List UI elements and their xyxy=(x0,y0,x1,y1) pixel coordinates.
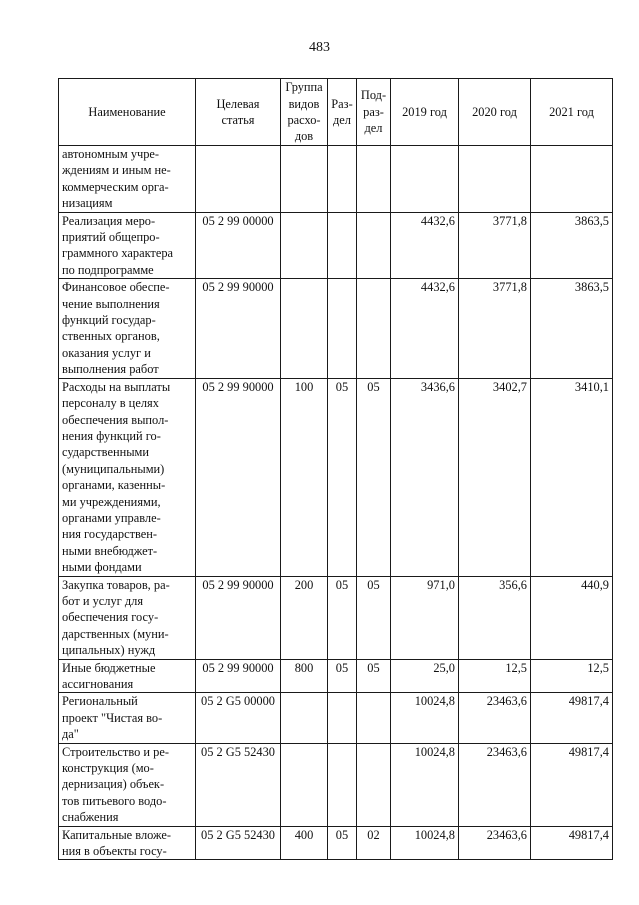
cell-target-article: 05 2 99 90000 xyxy=(196,576,281,659)
cell-target-article: 05 2 G5 52430 xyxy=(196,826,281,860)
cell-section: 05 xyxy=(328,659,357,693)
cell-year-2021: 49817,4 xyxy=(531,826,613,860)
header-section: Раз- дел xyxy=(328,79,357,146)
table-row xyxy=(59,693,613,743)
cell-expense-group: 400 xyxy=(281,826,328,860)
cell-name: Иные бюджетные ассигнования xyxy=(59,659,196,693)
cell-target-article: 05 2 G5 00000 xyxy=(196,693,281,743)
cell-target-article: 05 2 99 00000 xyxy=(196,212,281,279)
header-target-article: Целевая статья xyxy=(196,79,281,146)
cell-year-2019: 971,0 xyxy=(391,576,459,659)
header-year-2021: 2021 год xyxy=(531,79,613,146)
cell-subsection xyxy=(357,212,391,279)
cell-name: Расходы на выплаты персоналу в целях обеспечения выпол- нения функций го- сударственными (муниципальными) органами, казенны- ми учреждениями, органами управле- ния государствен- ными внебюджет- ными фондами xyxy=(59,378,196,576)
cell-year-2021: 49817,4 xyxy=(531,693,613,743)
cell-name: Региональный проект "Чистая во- да" xyxy=(59,693,196,743)
cell-year-2019: 10024,8 xyxy=(391,693,459,743)
cell-year-2019: 4432,6 xyxy=(391,279,459,378)
cell-name: Закупка товаров, ра- бот и услуг для обеспечения госу- дарственных (муни- ципальных) нужд xyxy=(59,576,196,659)
cell-year-2021: 3863,5 xyxy=(531,212,613,279)
cell-name: автономным учре- ждениям и иным не- коммерческим орга- низациям xyxy=(59,146,196,213)
cell-expense-group xyxy=(281,146,328,213)
header-expense-group: Группа видов расхо- дов xyxy=(281,79,328,146)
cell-year-2019: 3436,6 xyxy=(391,378,459,576)
cell-year-2020 xyxy=(459,146,531,213)
cell-expense-group xyxy=(281,693,328,743)
header-name: Наименование xyxy=(59,79,196,146)
cell-expense-group: 100 xyxy=(281,378,328,576)
cell-subsection xyxy=(357,146,391,213)
cell-target-article: 05 2 G5 52430 xyxy=(196,743,281,826)
table-header-row xyxy=(59,79,613,146)
cell-year-2021: 49817,4 xyxy=(531,743,613,826)
cell-expense-group: 200 xyxy=(281,576,328,659)
table-row xyxy=(59,659,613,693)
cell-subsection xyxy=(357,693,391,743)
cell-subsection: 05 xyxy=(357,576,391,659)
table-row xyxy=(59,146,613,213)
cell-year-2020: 3771,8 xyxy=(459,279,531,378)
header-subsection: Под- раз- дел xyxy=(357,79,391,146)
cell-year-2020: 356,6 xyxy=(459,576,531,659)
cell-year-2019 xyxy=(391,146,459,213)
header-year-2019: 2019 год xyxy=(391,79,459,146)
cell-section: 05 xyxy=(328,826,357,860)
page-number: 483 xyxy=(309,40,330,55)
cell-name: Строительство и ре- конструкция (мо- дернизация) объек- тов питьевого водо- снабжения xyxy=(59,743,196,826)
cell-expense-group xyxy=(281,212,328,279)
cell-year-2019: 10024,8 xyxy=(391,743,459,826)
cell-subsection: 05 xyxy=(357,378,391,576)
cell-year-2021: 3863,5 xyxy=(531,279,613,378)
cell-year-2019: 25,0 xyxy=(391,659,459,693)
cell-year-2020: 23463,6 xyxy=(459,693,531,743)
table-row xyxy=(59,576,613,659)
cell-target-article: 05 2 99 90000 xyxy=(196,659,281,693)
cell-section xyxy=(328,693,357,743)
cell-expense-group: 800 xyxy=(281,659,328,693)
cell-section xyxy=(328,743,357,826)
cell-section xyxy=(328,146,357,213)
cell-name: Реализация меро- приятий общепро- граммного характера по подпрограмме xyxy=(59,212,196,279)
cell-name: Капитальные вложе- ния в объекты госу- xyxy=(59,826,196,860)
cell-year-2020: 3771,8 xyxy=(459,212,531,279)
cell-name: Финансовое обеспе- чение выполнения функций государ- ственных органов, оказания услуг и выполнения работ xyxy=(59,279,196,378)
cell-year-2021: 12,5 xyxy=(531,659,613,693)
cell-section xyxy=(328,279,357,378)
cell-expense-group xyxy=(281,743,328,826)
cell-target-article xyxy=(196,146,281,213)
table-row xyxy=(59,279,613,378)
cell-subsection xyxy=(357,743,391,826)
cell-year-2019: 10024,8 xyxy=(391,826,459,860)
cell-year-2020: 23463,6 xyxy=(459,743,531,826)
cell-year-2019: 4432,6 xyxy=(391,212,459,279)
table-row xyxy=(59,378,613,576)
table-row xyxy=(59,826,613,860)
table-body xyxy=(59,146,613,860)
cell-section xyxy=(328,212,357,279)
table-row xyxy=(59,212,613,279)
cell-year-2020: 3402,7 xyxy=(459,378,531,576)
cell-year-2021 xyxy=(531,146,613,213)
table-row xyxy=(59,743,613,826)
cell-year-2020: 12,5 xyxy=(459,659,531,693)
header-year-2020: 2020 год xyxy=(459,79,531,146)
cell-section: 05 xyxy=(328,378,357,576)
cell-subsection xyxy=(357,279,391,378)
cell-section: 05 xyxy=(328,576,357,659)
cell-target-article: 05 2 99 90000 xyxy=(196,378,281,576)
cell-target-article: 05 2 99 90000 xyxy=(196,279,281,378)
cell-expense-group xyxy=(281,279,328,378)
budget-table xyxy=(58,78,613,860)
cell-year-2021: 3410,1 xyxy=(531,378,613,576)
cell-year-2021: 440,9 xyxy=(531,576,613,659)
cell-subsection: 05 xyxy=(357,659,391,693)
cell-subsection: 02 xyxy=(357,826,391,860)
cell-year-2020: 23463,6 xyxy=(459,826,531,860)
